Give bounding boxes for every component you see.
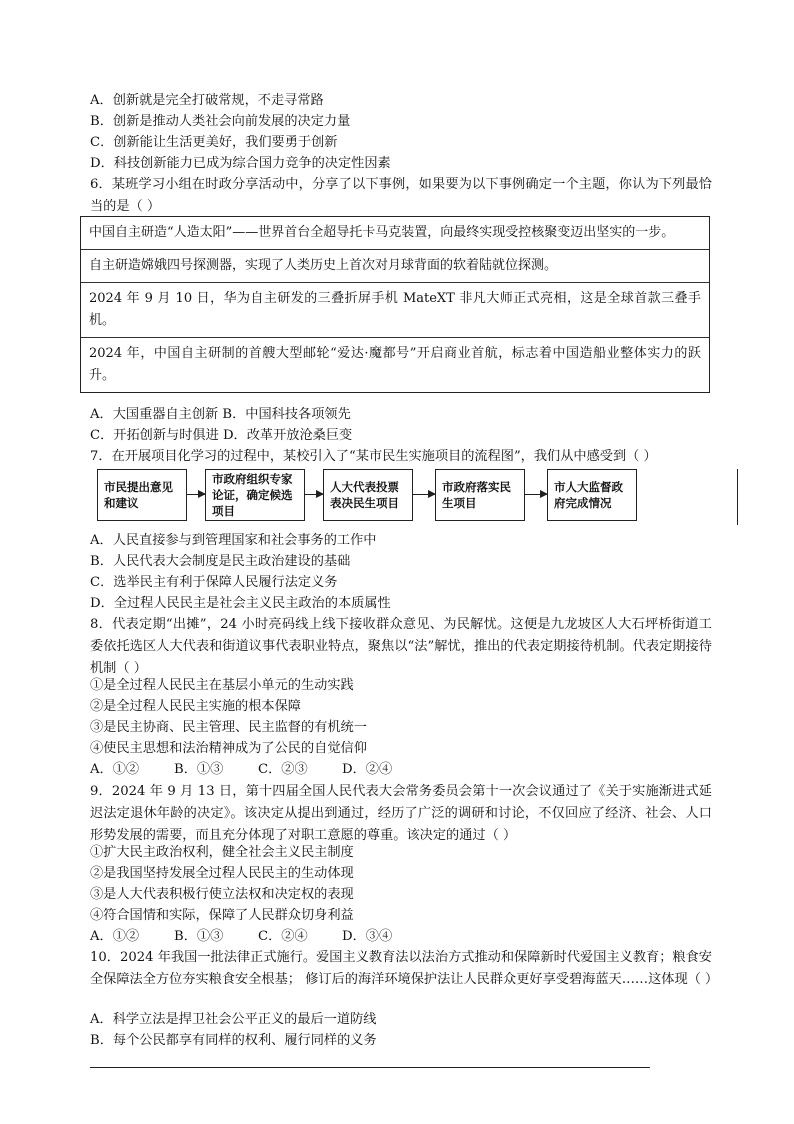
q6-case-1: 中国自主研造“人造太阳”——世界首台全超导托卡马克装置，向最终实现受控核聚变迈出坚实的一步。: [81, 217, 709, 250]
q8-choice-d: D．②④: [342, 762, 393, 777]
q8-choice-b: B．①③: [174, 762, 224, 777]
flow-step-5: 市人大监督政府完成情况: [547, 469, 637, 521]
q7-stem: 7．在开展项目化学习的过程中，某校引入了“某市民生实施项目的流程图”，我们从中感受到（ ）: [90, 449, 657, 464]
q9-choice-d: D．③④: [342, 929, 393, 944]
flow-step-4: 市政府落实民生项目: [435, 469, 525, 521]
q9-choices: [90, 927, 426, 947]
flow-end-bar: [737, 469, 738, 525]
q8-choice-a: A．①②: [90, 762, 140, 777]
flow-arrow-1: [187, 494, 205, 495]
q8-item-1: ①是全过程人民民主在基层小单元的生动实践: [90, 678, 354, 693]
flow-step-3: 人大代表投票表决民生项目: [323, 469, 413, 521]
flow-arrow-3: [413, 494, 435, 495]
flow-step-2: 市政府组织专家论证，确定候选项目: [205, 469, 305, 521]
q10-option-a: A．科学立法是捍卫社会公平正义的最后一道防线: [90, 1012, 377, 1027]
q8-choice-c: C．②③: [258, 762, 308, 777]
q5-option-a: A．创新就是完全打破常规，不走寻常路: [90, 93, 324, 108]
q9-item-2: ②是我国坚持发展全过程人民民主的生动体现: [90, 866, 354, 881]
q9-stem: 9．2024 年 9 月 13 日，第十四届全国人民代表大会常务委员会第十一次会议通过了《关于实施渐进式延迟法定退休年龄的决定》。该决定从提出到通过，经历了广泛的调研和讨论，不仅回应了经济、社会、人口形势发展的需要，而且充分体现了对职工意愿的尊重。该决定的通过（ ）: [90, 784, 712, 843]
q9-choice-a: A．①②: [90, 929, 140, 944]
q6-case-2: 自主研造嫦娥四号探测器，实现了人类历史上首次对月球背面的软着陆就位探测。: [81, 250, 709, 283]
page-footer-rule: [90, 1067, 650, 1068]
q6-options-cd: C．开拓创新与时俱进 D．改革开放沧桑巨变: [90, 428, 353, 443]
q6-case-3: 2024 年 9 月 10 日，华为自主研发的三叠折屏手机 MateXT 非凡大师正式亮相，这是全球首款三叠手机。: [81, 283, 709, 338]
q7-option-b: B．人民代表大会制度是民主政治建设的基础: [90, 554, 351, 569]
q6-options-ab: A．大国重器自主创新 B．中国科技各项领先: [90, 407, 351, 422]
q10-option-b: B．每个公民都享有同样的权利、履行同样的义务: [90, 1033, 377, 1048]
q8-item-4: ④使民主思想和法治精神成为了公民的自觉信仰: [90, 741, 367, 756]
flow-step-1: 市民提出意见和建议: [97, 469, 187, 521]
q8-item-3: ③是民主协商、民主管理、民主监督的有机统一: [90, 720, 367, 735]
q9-item-4: ④符合国情和实际，保障了人民群众切身利益: [90, 908, 354, 923]
q6-case-table: [80, 216, 710, 393]
q8-item-2: ②是全过程人民民主实施的根本保障: [90, 699, 301, 714]
q9-choice-c: C．②④: [258, 929, 308, 944]
q10-stem: 10．2024 年我国一批法律正式施行。爱国主义教育法以法治方式推动和保障新时代爱国主义教育；粮食安全保障法全方位夯实粮食安全根基； 修订后的海洋环境保护法让人民群众更好享受碧海蓝天……这体现（ ）: [90, 950, 719, 987]
q5-option-c: C．创新能让生活更美好，我们要勇于创新: [90, 135, 338, 150]
q6-case-4: 2024 年，中国自主研制的首艘大型邮轮“爱达·魔都号”开启商业首航，标志着中国造船业整体实力的跃升。: [89, 346, 701, 383]
q6-stem: 6．某班学习小组在时政分享活动中，分享了以下事例，如果要为以下事例确定一个主题，你认为下列最恰当的是（ ）: [90, 177, 712, 214]
q7-option-a: A．人民直接参与到管理国家和社会事务的工作中: [90, 533, 377, 548]
q9-item-1: ①扩大民主政治权利，健全社会主义民主制度: [90, 845, 354, 860]
q7-flowchart: [97, 469, 657, 527]
flow-arrow-2: [305, 494, 323, 495]
q8-choices: [90, 760, 426, 780]
q7-option-d: D．全过程人民民主是社会主义民主政治的本质属性: [90, 596, 391, 611]
q5-option-b: B．创新是推动人类社会向前发展的决定力量: [90, 114, 351, 129]
q7-option-c: C．选举民主有利于保障人民履行法定义务: [90, 575, 338, 590]
q9-choice-b: B．①③: [174, 929, 224, 944]
q9-item-3: ③是人大代表积极行使立法权和决定权的表现: [90, 887, 354, 902]
q8-stem: 8．代表定期“出摊”，24 小时亮码线上线下接收群众意见、为民解忧。这便是九龙坡区人大石坪桥街道工委依托选区人大代表和街道议事代表职业特点，聚焦以“法”解忧，推出的代表定期接待机制。代表定期接待机制（ ）: [90, 617, 712, 676]
flow-arrow-4: [525, 494, 547, 495]
q5-option-d: D．科技创新能力已成为综合国力竞争的决定性因素: [90, 156, 391, 171]
